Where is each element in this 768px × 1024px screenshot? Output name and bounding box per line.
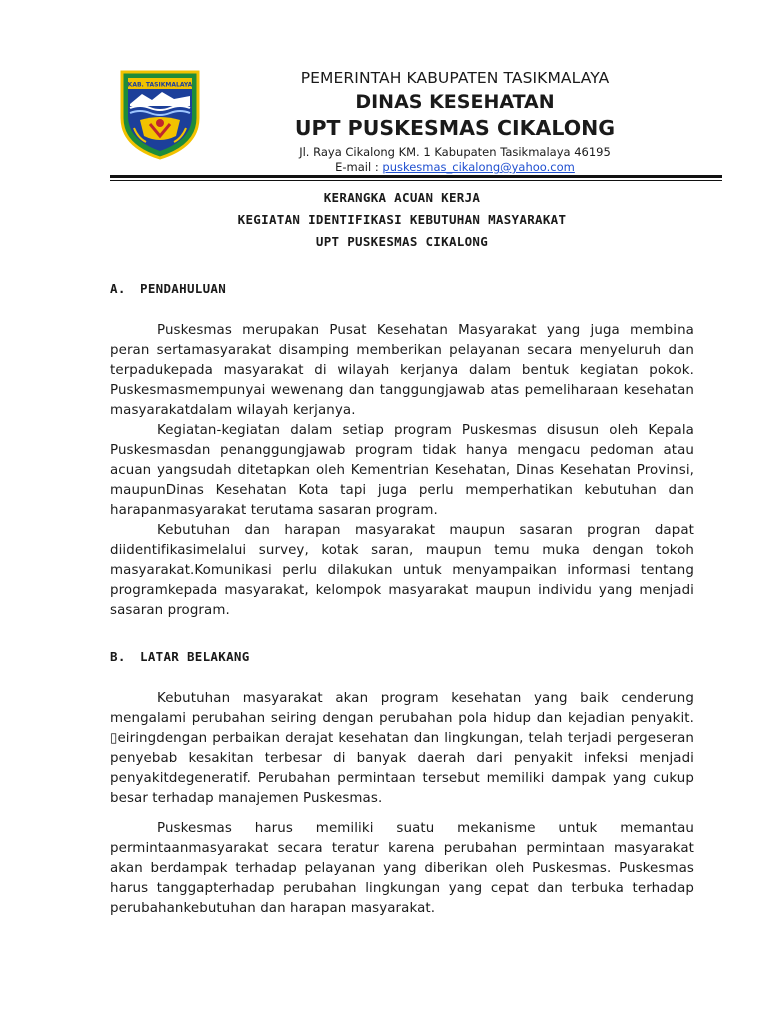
letterhead-department: DINAS KESEHATAN [355,91,555,113]
section-number: A. [110,281,126,296]
letterhead-address: Jl. Raya Cikalong KM. 1 Kabupaten Tasikmalaya 46195 [299,145,611,159]
header-rule-thick [110,175,722,178]
section-heading-pendahuluan [110,279,694,299]
emblem-label: KAB. TASIKMALAYA [127,81,193,89]
letterhead-institution: UPT PUSKESMAS CIKALONG [294,116,616,140]
title-line: KEGIATAN IDENTIFIKASI KEBUTUHAN MASYARAKAT [237,212,567,227]
document-title [110,187,694,253]
section-title: PENDAHULUAN [140,281,227,296]
paragraph: Kegiatan-kegiatan dalam setiap program Puskesmas disusun oleh Kepala Puskesmasdan penanggungjawab program tidak hanya mengacu pedoman atau acuan yangsudah ditetapkan oleh Kementrian Kesehatan, Dinas Kesehatan Provinsi, maupunDinas Kesehatan Kota tapi juga perlu memperhatikan kebutuhan dan harapanmasyarakat terutama sasaran program. [110,423,694,518]
paragraph: Puskesmas harus memiliki suatu mekanisme untuk memantau permintaanmasyarakat secara teratur karena perubahan permintaan masyarakat akan berdampak terhadap pelayanan yang diberikan oleh Puskesmas. Puskesmas harus tanggapterhadap perubahan lingkungan yang cepat dan terbuka terhadap perubahankebutuhan dan harapan masyarakat. [110,821,694,916]
title-line: KERANGKA ACUAN KERJA [323,190,481,205]
section-number: B. [110,649,126,664]
email-link[interactable]: puskesmas_cikalong@yahoo.com [382,160,575,174]
paragraph: Puskesmas merupakan Pusat Kesehatan Masyarakat yang juga membina peran sertamasyarakat disamping memberikan pelayanan secara menyeluruh dan terpadukepada masyarakat di wilayah kerjanya dalam bentuk kegiatan pokok. Puskesmasmempunyai wewenang dan tanggungjawab atas pemeliharaan kesehatan masyarakatdalam wilayah kerjanya. [110,323,694,418]
paragraph: Kebutuhan dan harapan masyarakat maupun sasaran progran dapat diidentifikasimelalui survey, kotak saran, maupun temu muka dengan tokoh masyarakat.Komunikasi perlu dilakukan untuk menyampaikan informasi tentang programkepada masyarakat, kelompok masyarakat maupun individu yang menjadi sasaran program. [110,523,694,618]
email-label: E-mail : [335,160,383,174]
document-body [110,186,694,919]
title-line: UPT PUSKESMAS CIKALONG [315,234,489,249]
header-rule-thin [110,180,722,181]
regency-emblem-logo [116,66,204,162]
letterhead-government: PEMERINTAH KABUPATEN TASIKMALAYA [300,69,610,87]
letterhead [220,68,690,175]
letterhead-email-line [220,160,690,175]
paragraph: Kebutuhan masyarakat akan program kesehatan yang baik cenderung mengalami perubahan seiring dengan perubahan pola hidup dan kejadian penyakit. ▯eiringdengan perbaikan derajat kesehatan dan lingkungan, telah terjadi pergeseran penyebab kesakitan terbesar di banyak daerah dari penyakit infeksi menjadi penyakitdegeneratif. Perubahan permintaan tersebut memiliki dampak yang cukup besar terhadap manajemen Puskesmas. [110,691,694,806]
section-title: LATAR BELAKANG [140,649,250,664]
section-heading-latar-belakang [110,647,694,667]
